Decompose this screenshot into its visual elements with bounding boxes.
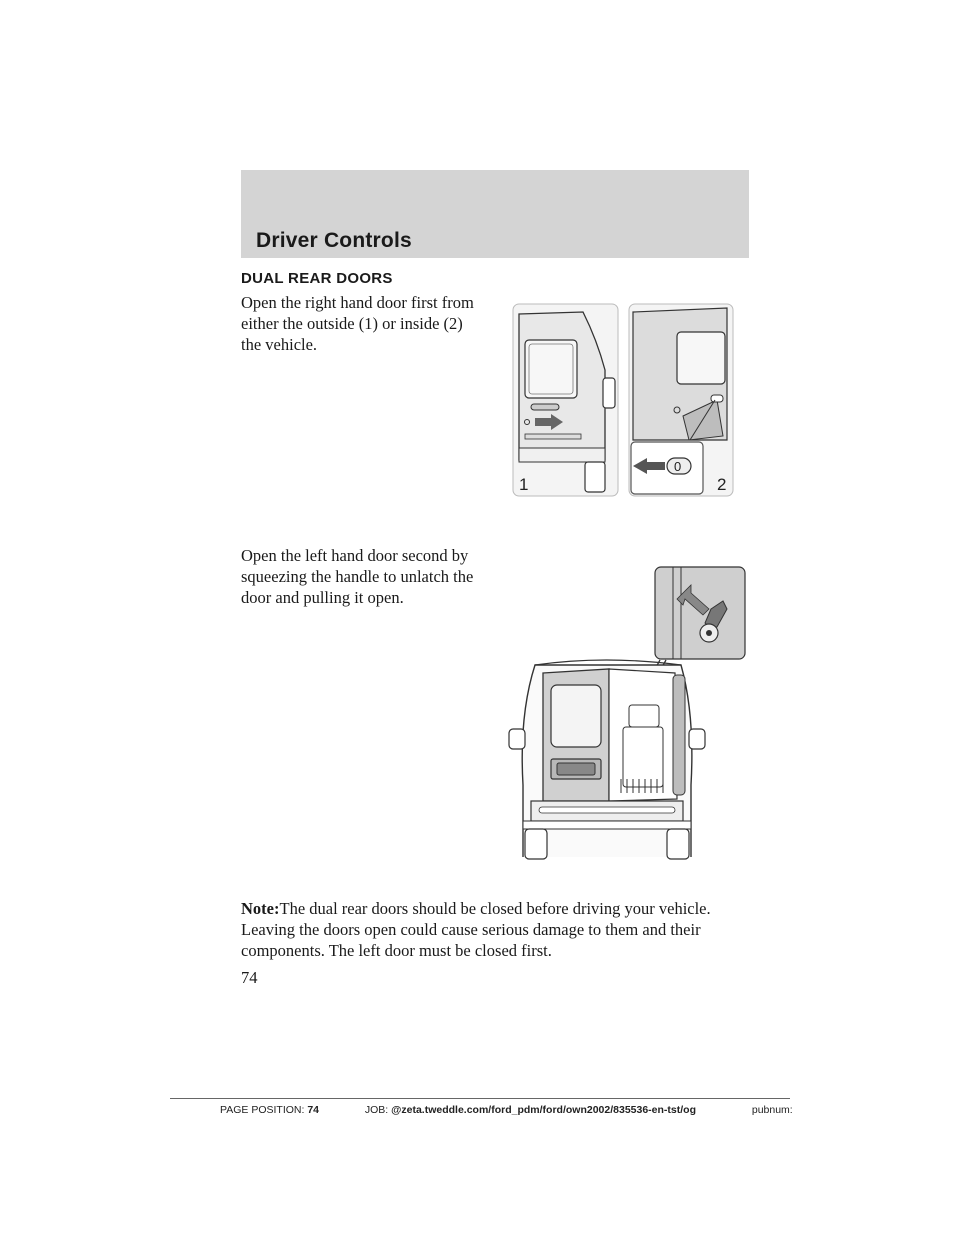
figure-label-inside: 2 — [717, 475, 727, 494]
paragraph-right-door — [241, 292, 501, 355]
footer-pubnum-label: pubnum: — [751, 1104, 793, 1116]
note-paragraph — [241, 898, 756, 961]
page-heading: DUAL REAR DOORS — [241, 270, 393, 287]
footer-job-label: JOB: — [364, 1104, 389, 1116]
figure-left-door-handle — [505, 565, 750, 865]
note-line: components. The left door must be closed first. — [241, 941, 552, 960]
page-number: 74 — [241, 968, 258, 987]
figure-handle-inset — [655, 567, 745, 659]
figure-panel-outside — [513, 304, 618, 496]
note-label: Note: — [241, 899, 280, 918]
paragraph-line: either the outside (1) or inside (2) — [241, 314, 463, 333]
paragraph-line: squeezing the handle to unlatch the — [241, 567, 474, 586]
figure-knob-label: 0 — [674, 459, 682, 474]
section-title: Driver Controls — [256, 229, 412, 252]
note-line: The dual rear doors should be closed before driving your vehicle. — [279, 899, 711, 918]
paragraph-line: Open the left hand door second by — [241, 546, 469, 565]
footer-page-position-value: 74 — [307, 1104, 320, 1116]
footer-job-value: @zeta.tweddle.com/ford_pdm/ford/own2002/835536-en-tst/og — [391, 1104, 697, 1116]
paragraph-line: door and pulling it open. — [241, 588, 404, 607]
figure-label-outside: 1 — [519, 475, 529, 494]
print-footer — [220, 1104, 793, 1116]
paragraph-line: Open the right hand door first from — [241, 293, 474, 312]
paragraph-line: the vehicle. — [241, 335, 318, 354]
figure-panel-inside — [629, 304, 733, 496]
figure-right-door-release — [505, 300, 745, 500]
footer-page-position-label: PAGE POSITION: — [220, 1104, 305, 1116]
footer-divider — [170, 1098, 790, 1099]
paragraph-left-door — [241, 545, 501, 608]
figure-van-rear — [509, 660, 705, 859]
note-line: Leaving the doors open could cause serious damage to them and their — [241, 920, 701, 939]
